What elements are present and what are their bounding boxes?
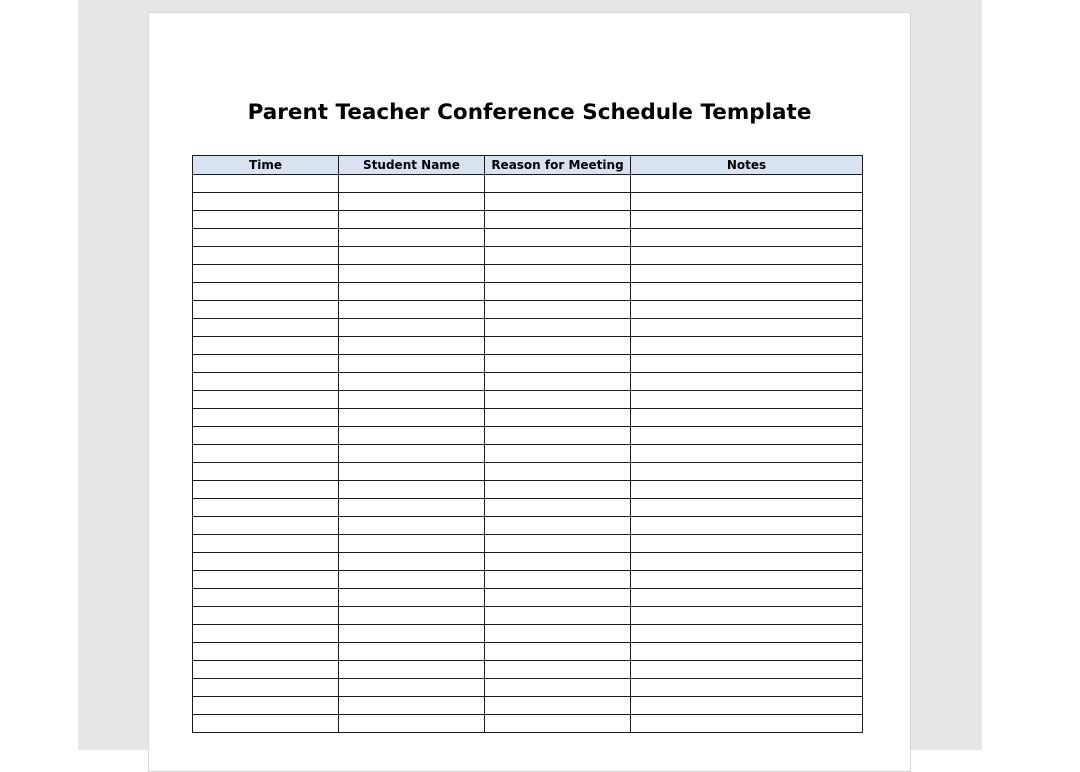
cell-reason-for-meeting[interactable] (485, 427, 631, 445)
table-row (193, 607, 863, 625)
table-body (193, 175, 863, 733)
cell-reason-for-meeting[interactable] (485, 247, 631, 265)
cell-student-name[interactable] (339, 247, 485, 265)
table-row (193, 247, 863, 265)
table-row (193, 625, 863, 643)
cell-student-name[interactable] (339, 697, 485, 715)
cell-notes[interactable] (631, 175, 863, 193)
cell-time[interactable] (193, 463, 339, 481)
cell-notes[interactable] (631, 697, 863, 715)
cell-notes[interactable] (631, 517, 863, 535)
cell-student-name[interactable] (339, 463, 485, 481)
cell-student-name[interactable] (339, 337, 485, 355)
cell-notes[interactable] (631, 265, 863, 283)
document-page (148, 12, 911, 772)
table-row (193, 301, 863, 319)
cell-student-name[interactable] (339, 211, 485, 229)
header-time: Time (193, 156, 339, 175)
cell-time[interactable] (193, 247, 339, 265)
cell-student-name[interactable] (339, 319, 485, 337)
table-row (193, 697, 863, 715)
header-row (193, 156, 863, 175)
cell-reason-for-meeting[interactable] (485, 355, 631, 373)
table-row (193, 409, 863, 427)
cell-time[interactable] (193, 265, 339, 283)
cell-student-name[interactable] (339, 391, 485, 409)
cell-time[interactable] (193, 193, 339, 211)
cell-time[interactable] (193, 355, 339, 373)
table-row (193, 211, 863, 229)
cell-reason-for-meeting[interactable] (485, 463, 631, 481)
table-row (193, 265, 863, 283)
table-row (193, 337, 863, 355)
cell-time[interactable] (193, 553, 339, 571)
cell-notes[interactable] (631, 409, 863, 427)
cell-notes[interactable] (631, 625, 863, 643)
cell-time[interactable] (193, 535, 339, 553)
cell-time[interactable] (193, 499, 339, 517)
cell-student-name[interactable] (339, 301, 485, 319)
table-row (193, 499, 863, 517)
cell-reason-for-meeting[interactable] (485, 661, 631, 679)
cell-time[interactable] (193, 625, 339, 643)
table-row (193, 589, 863, 607)
cell-reason-for-meeting[interactable] (485, 409, 631, 427)
cell-student-name[interactable] (339, 427, 485, 445)
table-row (193, 445, 863, 463)
cell-student-name[interactable] (339, 643, 485, 661)
table-row (193, 175, 863, 193)
cell-reason-for-meeting[interactable] (485, 481, 631, 499)
cell-notes[interactable] (631, 391, 863, 409)
cell-reason-for-meeting[interactable] (485, 571, 631, 589)
cell-reason-for-meeting[interactable] (485, 697, 631, 715)
cell-reason-for-meeting[interactable] (485, 643, 631, 661)
cell-notes[interactable] (631, 247, 863, 265)
table-row (193, 571, 863, 589)
cell-reason-for-meeting[interactable] (485, 715, 631, 733)
cell-notes[interactable] (631, 715, 863, 733)
cell-time[interactable] (193, 607, 339, 625)
cell-student-name[interactable] (339, 625, 485, 643)
cell-reason-for-meeting[interactable] (485, 391, 631, 409)
cell-reason-for-meeting[interactable] (485, 283, 631, 301)
cell-notes[interactable] (631, 283, 863, 301)
cell-reason-for-meeting[interactable] (485, 301, 631, 319)
cell-student-name[interactable] (339, 715, 485, 733)
cell-reason-for-meeting[interactable] (485, 265, 631, 283)
cell-reason-for-meeting[interactable] (485, 211, 631, 229)
cell-notes[interactable] (631, 643, 863, 661)
cell-student-name[interactable] (339, 481, 485, 499)
table-row (193, 427, 863, 445)
cell-notes[interactable] (631, 211, 863, 229)
table-row (193, 535, 863, 553)
cell-reason-for-meeting[interactable] (485, 445, 631, 463)
cell-time[interactable] (193, 445, 339, 463)
cell-notes[interactable] (631, 355, 863, 373)
cell-time[interactable] (193, 571, 339, 589)
cell-notes[interactable] (631, 337, 863, 355)
cell-time[interactable] (193, 391, 339, 409)
cell-notes[interactable] (631, 301, 863, 319)
table-row (193, 643, 863, 661)
cell-reason-for-meeting[interactable] (485, 553, 631, 571)
cell-time[interactable] (193, 715, 339, 733)
cell-time[interactable] (193, 409, 339, 427)
cell-notes[interactable] (631, 427, 863, 445)
cell-student-name[interactable] (339, 679, 485, 697)
cell-notes[interactable] (631, 445, 863, 463)
cell-time[interactable] (193, 301, 339, 319)
cell-student-name[interactable] (339, 283, 485, 301)
cell-notes[interactable] (631, 319, 863, 337)
cell-reason-for-meeting[interactable] (485, 517, 631, 535)
cell-student-name[interactable] (339, 409, 485, 427)
cell-notes[interactable] (631, 571, 863, 589)
cell-notes[interactable] (631, 373, 863, 391)
table-row (193, 517, 863, 535)
cell-student-name[interactable] (339, 589, 485, 607)
cell-notes[interactable] (631, 589, 863, 607)
cell-student-name[interactable] (339, 535, 485, 553)
table-row (193, 661, 863, 679)
header-notes: Notes (631, 156, 863, 175)
table-row (193, 283, 863, 301)
cell-time[interactable] (193, 517, 339, 535)
cell-time[interactable] (193, 373, 339, 391)
table-row (193, 193, 863, 211)
cell-reason-for-meeting[interactable] (485, 373, 631, 391)
table-row (193, 463, 863, 481)
cell-reason-for-meeting[interactable] (485, 499, 631, 517)
cell-student-name[interactable] (339, 553, 485, 571)
cell-time[interactable] (193, 337, 339, 355)
cell-reason-for-meeting[interactable] (485, 589, 631, 607)
cell-reason-for-meeting[interactable] (485, 679, 631, 697)
cell-notes[interactable] (631, 553, 863, 571)
cell-reason-for-meeting[interactable] (485, 625, 631, 643)
cell-time[interactable] (193, 643, 339, 661)
table-row (193, 319, 863, 337)
cell-notes[interactable] (631, 229, 863, 247)
cell-time[interactable] (193, 427, 339, 445)
cell-reason-for-meeting[interactable] (485, 175, 631, 193)
page-title: Parent Teacher Conference Schedule Template (247, 100, 812, 125)
table-row (193, 391, 863, 409)
cell-notes[interactable] (631, 193, 863, 211)
cell-student-name[interactable] (339, 445, 485, 463)
cell-notes[interactable] (631, 607, 863, 625)
cell-student-name[interactable] (339, 517, 485, 535)
cell-time[interactable] (193, 697, 339, 715)
cell-student-name[interactable] (339, 499, 485, 517)
cell-student-name[interactable] (339, 355, 485, 373)
cell-time[interactable] (193, 211, 339, 229)
cell-time[interactable] (193, 175, 339, 193)
cell-time[interactable] (193, 481, 339, 499)
cell-time[interactable] (193, 589, 339, 607)
table-row (193, 481, 863, 499)
cell-notes[interactable] (631, 463, 863, 481)
cell-notes[interactable] (631, 661, 863, 679)
cell-student-name[interactable] (339, 193, 485, 211)
header-reason-for-meeting: Reason for Meeting (485, 156, 631, 175)
cell-time[interactable] (193, 229, 339, 247)
cell-time[interactable] (193, 679, 339, 697)
cell-notes[interactable] (631, 481, 863, 499)
cell-student-name[interactable] (339, 607, 485, 625)
cell-reason-for-meeting[interactable] (485, 607, 631, 625)
schedule-table (192, 155, 863, 733)
cell-student-name[interactable] (339, 229, 485, 247)
cell-notes[interactable] (631, 679, 863, 697)
cell-reason-for-meeting[interactable] (485, 229, 631, 247)
cell-time[interactable] (193, 319, 339, 337)
cell-reason-for-meeting[interactable] (485, 319, 631, 337)
cell-reason-for-meeting[interactable] (485, 337, 631, 355)
cell-student-name[interactable] (339, 661, 485, 679)
table-row (193, 373, 863, 391)
table-row (193, 679, 863, 697)
header-student-name: Student Name (339, 156, 485, 175)
cell-time[interactable] (193, 661, 339, 679)
table-row (193, 229, 863, 247)
table-row (193, 715, 863, 733)
cell-reason-for-meeting[interactable] (485, 193, 631, 211)
cell-notes[interactable] (631, 535, 863, 553)
cell-student-name[interactable] (339, 373, 485, 391)
cell-student-name[interactable] (339, 571, 485, 589)
table-row (193, 355, 863, 373)
cell-student-name[interactable] (339, 175, 485, 193)
cell-notes[interactable] (631, 499, 863, 517)
cell-student-name[interactable] (339, 265, 485, 283)
table-row (193, 553, 863, 571)
cell-reason-for-meeting[interactable] (485, 535, 631, 553)
cell-time[interactable] (193, 283, 339, 301)
